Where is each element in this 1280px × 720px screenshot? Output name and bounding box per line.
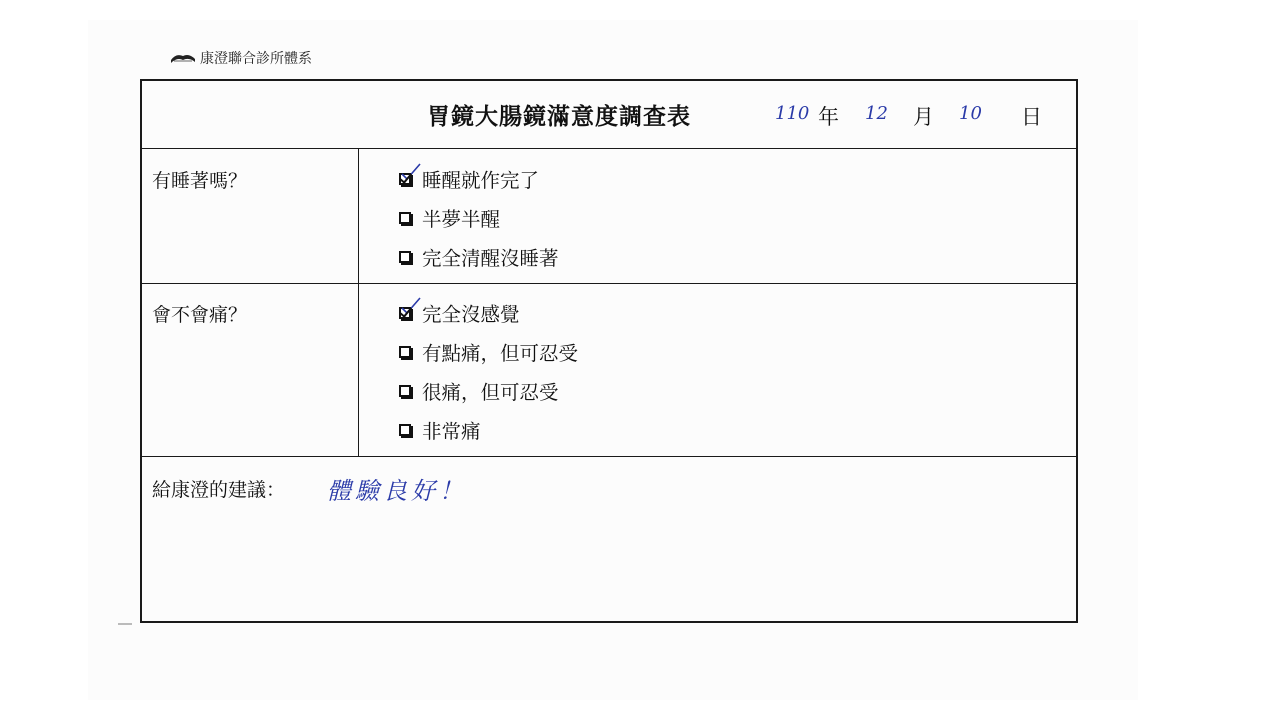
q1-option-3[interactable] [399, 243, 559, 271]
option-label: 睡醒就作完了 [422, 169, 540, 192]
divider-title [142, 148, 1076, 149]
pen-check-icon [400, 162, 422, 182]
option-label: 非常痛 [422, 420, 481, 443]
option-label: 很痛，但可忍受 [422, 381, 559, 404]
suggestion-label: 給康澄的建議： [152, 479, 286, 501]
q2-option-1[interactable] [399, 299, 520, 327]
month-label: 月 [913, 105, 934, 129]
survey-form [140, 79, 1078, 623]
year-value: 110 [775, 103, 810, 124]
option-label: 有點痛，但可忍受 [422, 342, 579, 365]
year-label: 年 [818, 105, 839, 129]
q2-option-3[interactable] [399, 377, 559, 405]
q2-option-4[interactable] [399, 416, 481, 444]
scan-artifact [118, 623, 132, 625]
q1-option-2[interactable] [399, 204, 500, 232]
option-label: 完全清醒沒睡著 [422, 247, 559, 270]
column-divider [358, 148, 359, 456]
checkbox-icon[interactable] [399, 251, 411, 263]
question-2-label: 會不會痛？ [152, 304, 248, 326]
clinic-logo-icon [170, 51, 196, 65]
question-1-label: 有睡著嗎？ [152, 170, 248, 192]
option-label: 完全沒感覺 [422, 303, 520, 326]
option-label: 半夢半醒 [422, 208, 501, 231]
checkbox-checked-icon[interactable] [399, 307, 411, 319]
suggestion-handwriting: 體驗良好！ [327, 477, 467, 505]
divider-q2 [142, 456, 1076, 457]
month-value: 12 [865, 103, 888, 124]
checkbox-icon[interactable] [399, 424, 411, 436]
form-title: 胃鏡大腸鏡滿意度調查表 [427, 104, 691, 130]
title-row [142, 81, 1076, 149]
checkbox-checked-icon[interactable] [399, 173, 411, 185]
clinic-header [170, 48, 312, 68]
checkbox-icon[interactable] [399, 385, 411, 397]
day-value: 10 [959, 103, 982, 124]
clinic-name: 康澄聯合診所體系 [200, 51, 312, 67]
day-label: 日 [1021, 105, 1042, 129]
checkbox-icon[interactable] [399, 346, 411, 358]
pen-check-icon [400, 296, 422, 316]
q1-option-1[interactable] [399, 165, 539, 193]
divider-q1 [142, 283, 1076, 284]
checkbox-icon[interactable] [399, 212, 411, 224]
q2-option-2[interactable] [399, 338, 578, 366]
